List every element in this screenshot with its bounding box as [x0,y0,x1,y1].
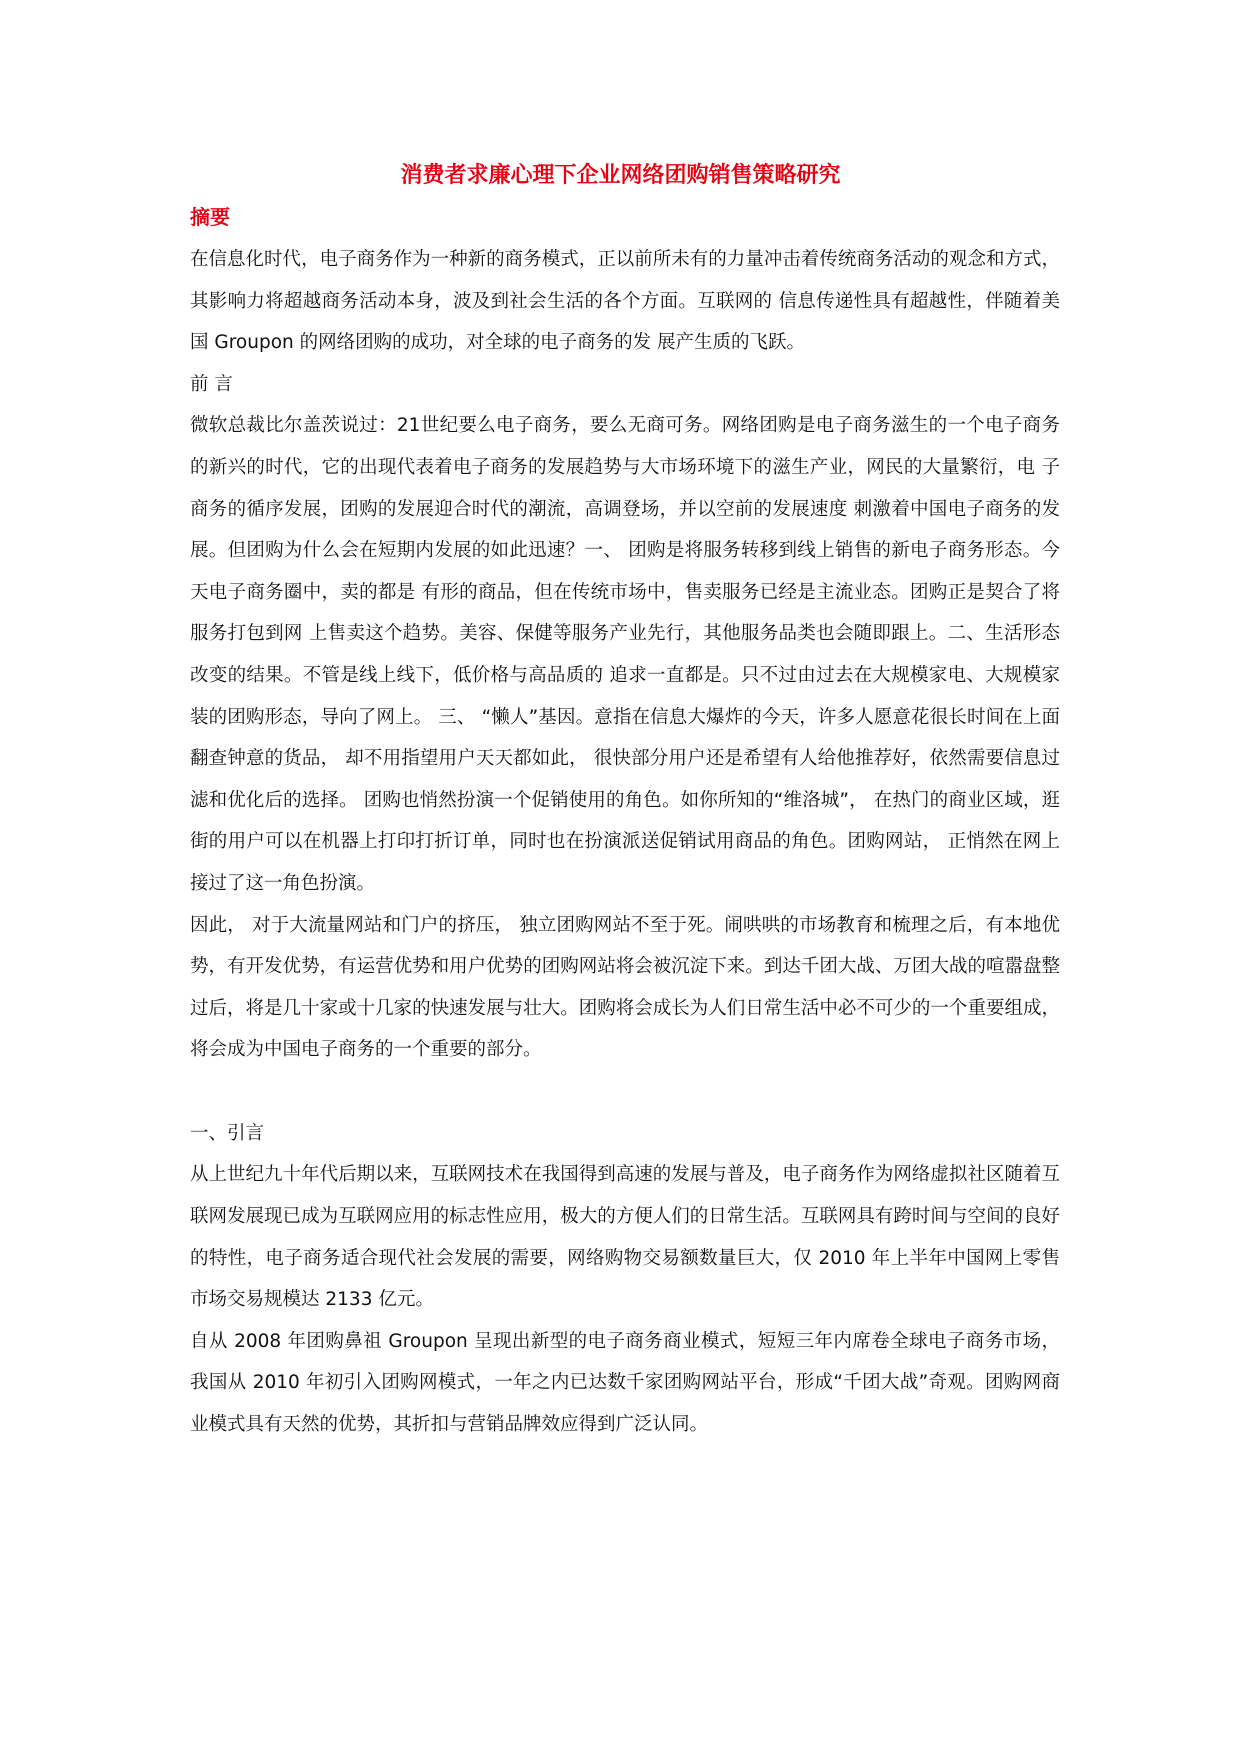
section-gap [190,1071,1060,1113]
document-body [190,203,1060,1446]
preface-paragraph-1: 微软总裁比尔盖茨说过：21世纪要么电子商务，要么无商可务。网络团购是电子商务滋生的一个电子商务的新兴的时代，它的出现代表着电子商务的发展趋势与大市场环境下的滋生产业，网民的大量繁衍，电 子商务的循序发展，团购的发展迎合时代的潮流，高调登场，并以空前的发展速度 刺激着中国电子商务的发展。但团购为什么会在短期内发展的如此迅速？一、 团购是将服务转移到线上销售的新电子商务形态。今天电子商务圈中，卖的都是 有形的商品，但在传统市场中，售卖服务已经是主流业态。团购正是契合了将服务打包到网 上售卖这个趋势。美容、保健等服务产业先行，其他服务品类也会随即跟上。二、生活形态改变的结果。不管是线上线下，低价格与高品质的 追求一直都是。只不过由过去在大规模家电、大规模家装的团购形态，导向了网上。 三、 “懒人”基因。意指在信息大爆炸的今天，许多人愿意花很长时间在上面翻查钟意的货品， 却不用指望用户天天都如此， 很快部分用户还是希望有人给他推荐好，依然需要信息过滤和优化后的选择。 团购也悄然扮演一个促销使用的角色。如你所知的“维洛城”， 在热门的商业区域，逛 街的用户可以在机器上打印打折订单，同时也在扮演派送促销试用商品的角色。团购网站， 正悄然在网上接过了这一角色扮演。 [190,415,1060,894]
preface-heading: 前 言 [190,373,233,395]
section-1-paragraph-2: 自从 2008 年团购鼻祖 Groupon 呈现出新型的电子商务商业模式，短短三年内席卷全球电子商务市场，我国从 2010 年初引入团购网模式，一年之内已达数千家团购网站平台，形成“千团大战”奇观。团购网商业模式具有天然的优势，其折扣与营销品牌效应得到广泛认同。 [190,1330,1060,1436]
section-1-heading: 一、引言 [190,1122,265,1144]
document-title: 消费者求廉心理下企业网络团购销售策略研究 [400,163,841,188]
abstract-heading: 摘要 [190,205,230,229]
section-1-paragraph-1: 从上世纪九十年代后期以来，互联网技术在我国得到高速的发展与普及，电子商务作为网络虚拟社区随着互联网发展现已成为互联网应用的标志性应用，极大的方便人们的日常生活。互联网具有跨时间与空间的良好的特性，电子商务适合现代社会发展的需要，网络购物交易额数量巨大，仅 2010 年上半年中国网上零售市场交易规模达 2133 亿元。 [190,1164,1060,1311]
preface-paragraph-2: 因此， 对于大流量网站和门户的挤压， 独立团购网站不至于死。闹哄哄的市场教育和梳理之后，有本地优势，有开发优势，有运营优势和用户优势的团购网站将会被沉淀下来。到达千团大战、万团大战的喧嚣盘整过后，将是几十家或十几家的快速发展与壮大。团购将会成长为人们日常生活中必不可少的一个重要组成，将会成为中国电子商务的一个重要的部分。 [190,914,1060,1061]
abstract-paragraph: 在信息化时代，电子商务作为一种新的商务模式，正以前所未有的力量冲击着传统商务活动的观念和方式，其影响力将超越商务活动本身，波及到社会生活的各个方面。互联网的 信息传递性具有超越性，伴随着美国 Groupon 的网络团购的成功，对全球的电子商务的发 展产生质的飞跃。 [190,249,1060,354]
